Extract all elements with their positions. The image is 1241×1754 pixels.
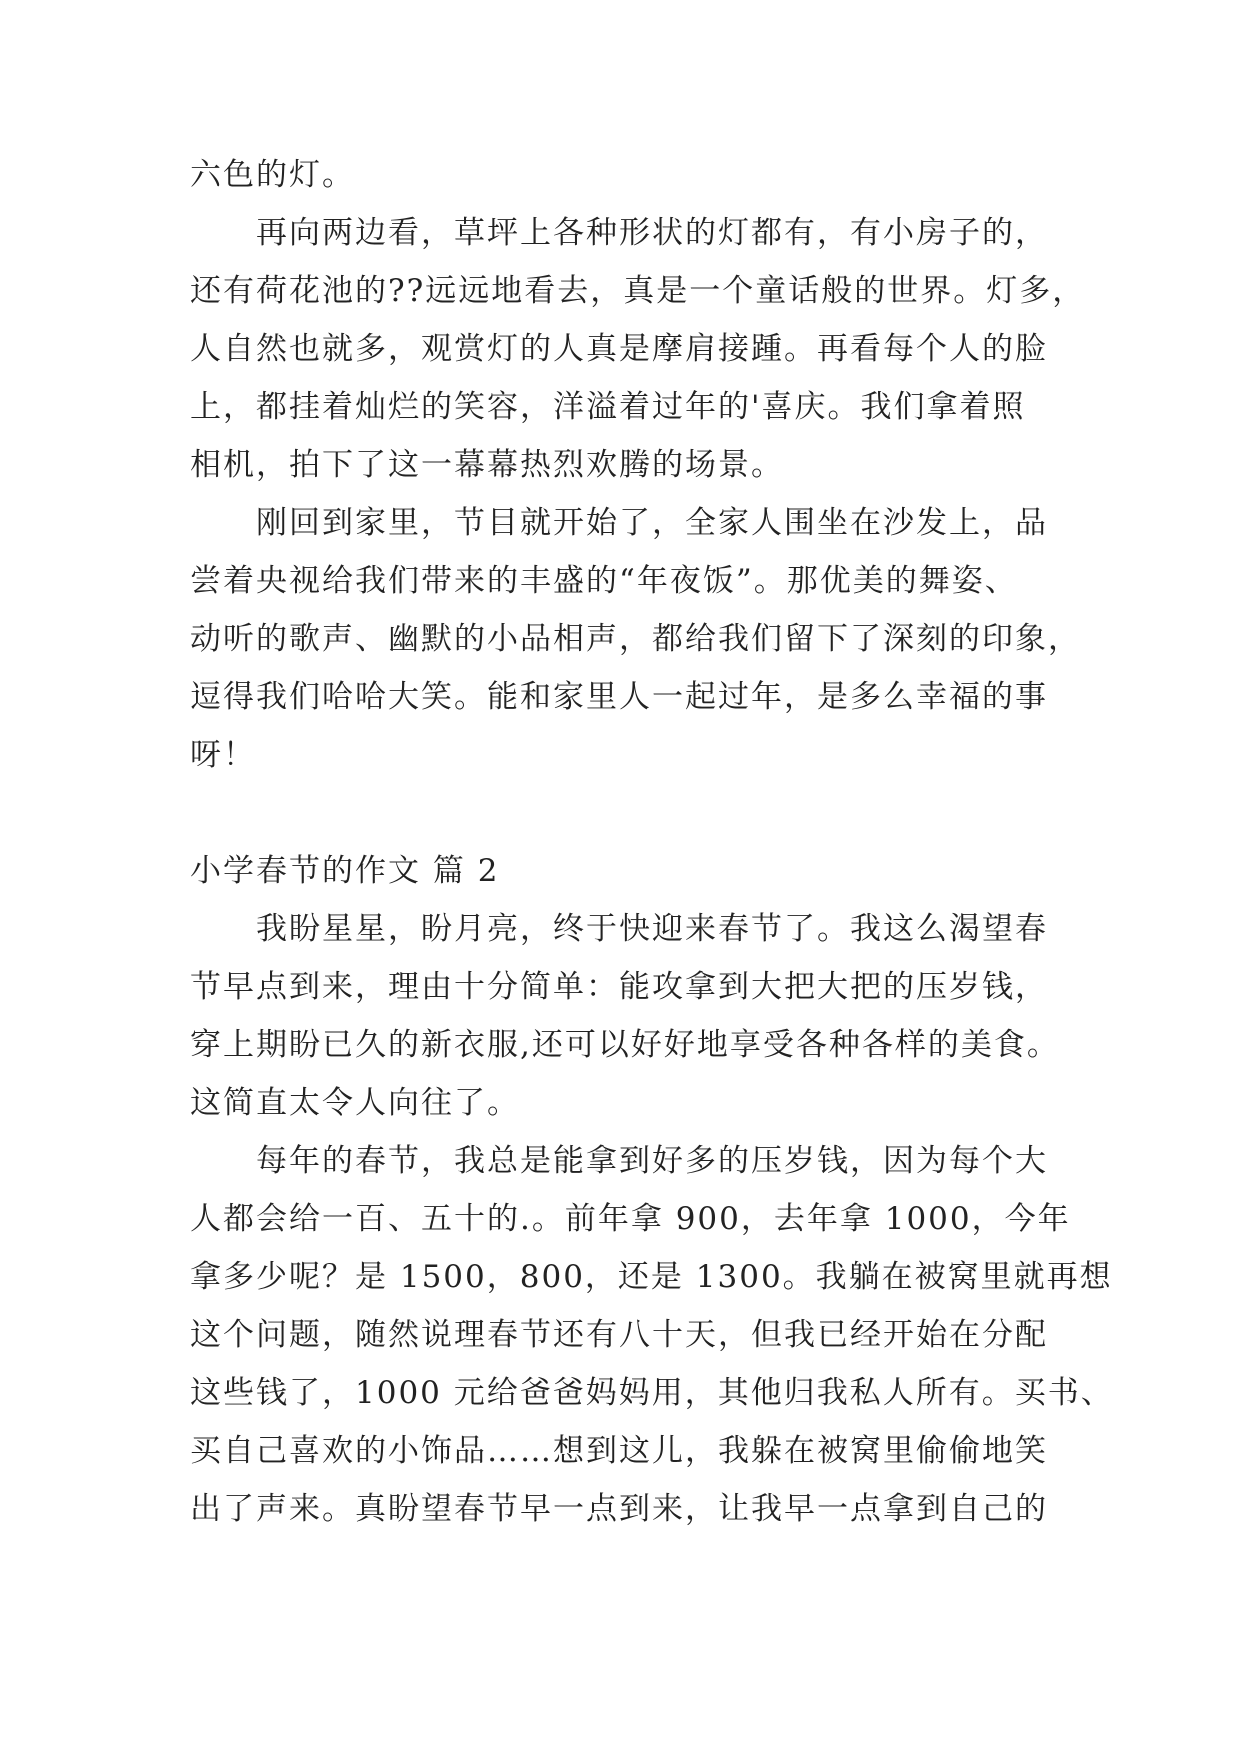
text-line: 这些钱了，1000 元给爸爸妈妈用，其他归我私人所有。买书、 <box>190 1375 1114 1411</box>
paragraph-4 <box>190 900 1070 1132</box>
text-line: 相机，拍下了这一幕幕热烈欢腾的场景。 <box>190 447 784 483</box>
paragraph-3 <box>190 494 1081 784</box>
text-line: 节早点到来，理由十分简单：能攻拿到大把大把的压岁钱， <box>190 969 1048 1005</box>
text-line: 这个问题，随然说理春节还有八十天，但我已经开始在分配 <box>190 1317 1048 1353</box>
text-line: 还有荷花池的??远远地看去，真是一个童话般的世界。灯多， <box>190 273 1086 309</box>
text-line: 我盼星星，盼月亮，终于快迎来春节了。我这么渴望春 <box>256 911 1048 947</box>
text-line: 尝着央视给我们带来的丰盛的“年夜饭”。那优美的舞姿、 <box>190 563 1018 599</box>
text-line: 拿多少呢？是 1500，800，还是 1300。我躺在被窝里就再想 <box>190 1259 1113 1295</box>
paragraph-1 <box>190 146 1070 204</box>
text-line: 买自己喜欢的小饰品……想到这儿，我躲在被窝里偷偷地笑 <box>190 1433 1048 1469</box>
text-line: 这简直太令人向往了。 <box>190 1085 520 1121</box>
text-line: 穿上期盼已久的新衣服,还可以好好地享受各种各样的美食。 <box>190 1027 1060 1063</box>
paragraph-2 <box>190 204 1086 494</box>
document-page <box>190 146 1114 1538</box>
text-line: 六色的灯。 <box>190 157 355 193</box>
text-line: 刚回到家里，节目就开始了，全家人围坐在沙发上，品 <box>256 505 1048 541</box>
text-line: 再向两边看，草坪上各种形状的灯都有，有小房子的， <box>256 215 1048 251</box>
paragraph-5 <box>190 1132 1114 1538</box>
section-spacer <box>190 784 1070 842</box>
text-line: 每年的春节，我总是能拿到好多的压岁钱，因为每个大 <box>256 1143 1048 1179</box>
section-heading: 小学春节的作文 篇 2 <box>190 853 500 889</box>
text-line: 人都会给一百、五十的.。前年拿 900，去年拿 1000，今年 <box>190 1201 1071 1237</box>
text-line: 呀！ <box>190 737 256 773</box>
text-line: 上，都挂着灿烂的笑容，洋溢着过年的'喜庆。我们拿着照 <box>190 389 1026 425</box>
text-line: 动听的歌声、幽默的小品相声，都给我们留下了深刻的印象， <box>190 621 1081 657</box>
text-line: 人自然也就多，观赏灯的人真是摩肩接踵。再看每个人的脸 <box>190 331 1048 367</box>
text-line: 逗得我们哈哈大笑。能和家里人一起过年，是多么幸福的事 <box>190 679 1048 715</box>
text-line: 出了声来。真盼望春节早一点到来，让我早一点拿到自己的 <box>190 1491 1048 1527</box>
